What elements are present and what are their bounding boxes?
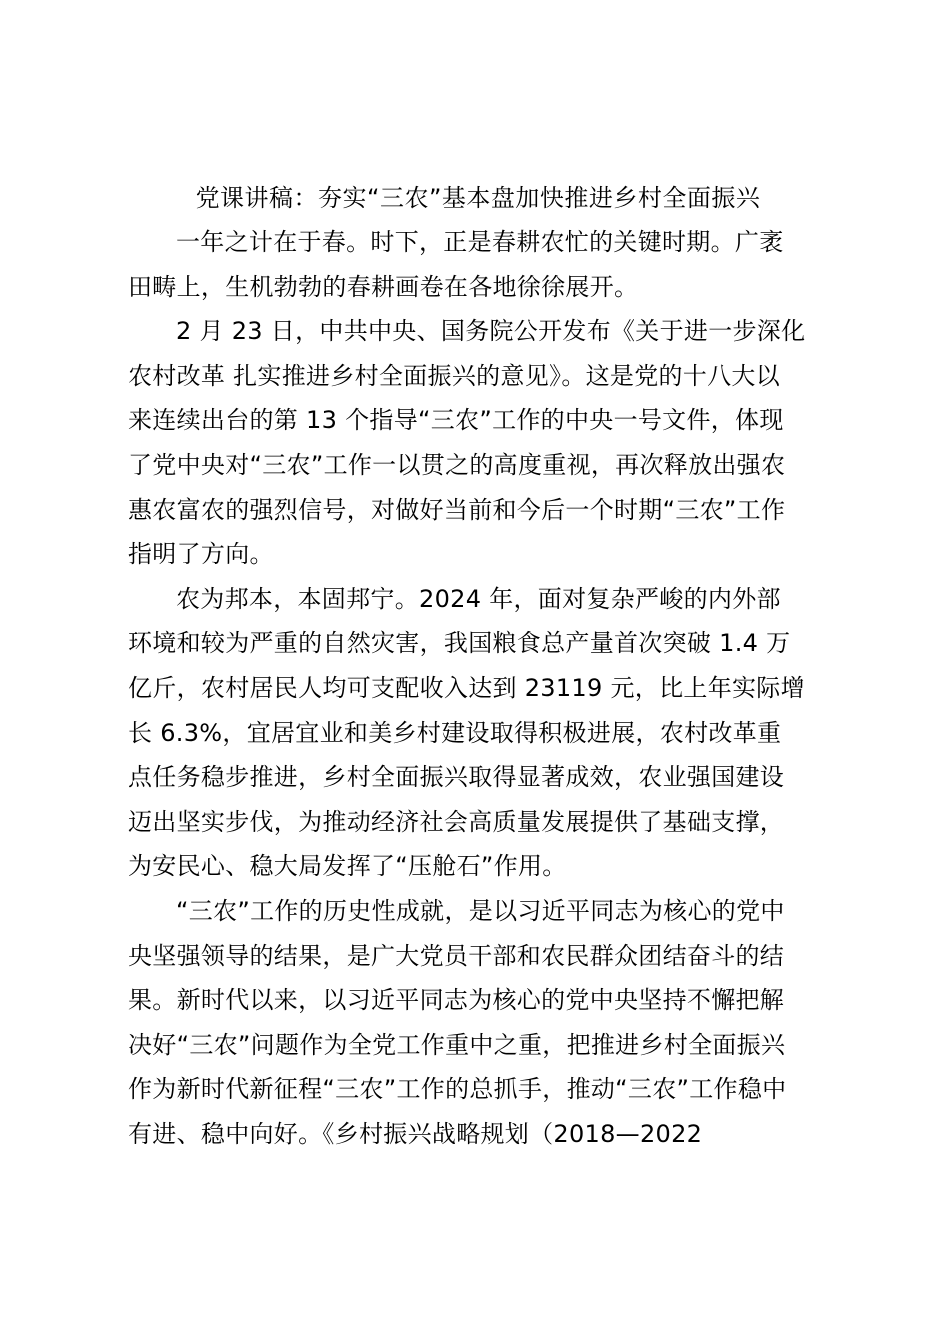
text-line: 农为邦本，本固邦宁。2024 年，面对复杂严峻的内外部 bbox=[176, 584, 781, 613]
text-line: 来连续出台的第 13 个指导“三农”工作的中央一号文件，体现 bbox=[128, 406, 784, 435]
text-line: 了党中央对“三农”工作一以贯之的高度重视，再次释放出强农 bbox=[128, 450, 786, 479]
text-line: 作为新时代新征程“三农”工作的总抓手，推动“三农”工作稳中 bbox=[128, 1075, 787, 1104]
text-line: 亿斤，农村居民人均可支配收入达到 23119 元，比上年实际增 bbox=[128, 673, 805, 702]
text-line: 惠农富农的强烈信号，对做好当前和今后一个时期“三农”工作 bbox=[128, 495, 786, 524]
paragraph-2 bbox=[128, 309, 828, 577]
text-line: 长 6.3%，宜居宜业和美乡村建设取得积极进展，农村改革重 bbox=[128, 718, 782, 747]
text-line: 迈出坚实步伐，为推动经济社会高质量发展提供了基础支撑， bbox=[128, 807, 785, 836]
text-line: 农村改革 扎实推进乡村全面振兴的意见》。这是党的十八大以 bbox=[128, 361, 781, 390]
text-line: 决好“三农”问题作为全党工作重中之重，把推进乡村全面振兴 bbox=[128, 1030, 786, 1059]
document-body bbox=[128, 220, 828, 1156]
text-line: 央坚强领导的结果，是广大党员干部和农民群众团结奋斗的结 bbox=[128, 941, 785, 970]
text-line: 2 月 23 日，中共中央、国务院公开发布《关于进一步深化 bbox=[176, 317, 806, 346]
text-line: 点任务稳步推进，乡村全面振兴取得显著成效，农业强国建设 bbox=[128, 763, 785, 792]
paragraph-4 bbox=[128, 889, 828, 1157]
text-line: 果。新时代以来，以习近平同志为核心的党中央坚持不懈把解 bbox=[128, 986, 785, 1015]
document-title: 党课讲稿：夯实“三农”基本盘加快推进乡村全面振兴 bbox=[195, 184, 761, 212]
text-line: “三农”工作的历史性成就，是以习近平同志为核心的党中 bbox=[176, 896, 785, 925]
text-line: 为安民心、稳大局发挥了“压舱石”作用。 bbox=[128, 852, 567, 881]
paragraph-1 bbox=[128, 220, 828, 309]
text-line: 指明了方向。 bbox=[128, 540, 274, 569]
text-line: 一年之计在于春。时下，正是春耕农忙的关键时期。广袤 bbox=[176, 228, 784, 256]
text-line: 田畴上，生机勃勃的春耕画卷在各地徐徐展开。 bbox=[128, 272, 639, 301]
text-line: 环境和较为严重的自然灾害，我国粮食总产量首次突破 1.4 万 bbox=[128, 629, 791, 658]
paragraph-3 bbox=[128, 577, 828, 889]
text-line: 有进、稳中向好。《乡村振兴战略规划（2018—2022 bbox=[128, 1119, 703, 1148]
